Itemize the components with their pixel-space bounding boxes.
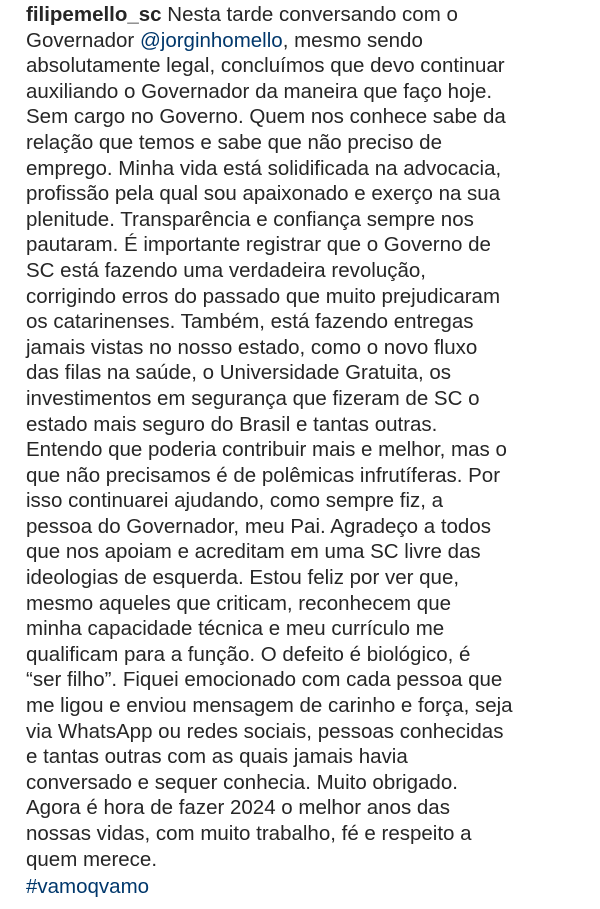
caption-line: isso continuarei ajudando, como sempre fiz, a [26, 489, 444, 513]
caption-line: que não precisamos é de polêmicas infrutíferas. Por [26, 463, 501, 487]
caption-line: e tantas outras com as quais jamais havia [26, 745, 408, 769]
caption-line: jamais vistas no nosso estado, como o novo fluxo [26, 335, 478, 359]
caption-line: minha capacidade técnica e meu currículo me [26, 617, 445, 641]
caption-line: relação que temos e sabe que não preciso de [26, 130, 442, 154]
mention-link[interactable]: @jorginhomello [139, 28, 283, 52]
caption-line: conversado e sequer conhecia. Muito obrigado. [26, 770, 458, 794]
caption-line: absolutamente legal, concluímos que devo continuar [26, 54, 505, 78]
caption-line: Entendo que poderia contribuir mais e melhor, mas o [26, 438, 507, 462]
caption-line: pautaram. É importante registrar que o Governo de [26, 233, 491, 257]
caption-line: que nos apoiam e acreditam em uma SC livre das [26, 540, 481, 564]
caption-line: Sem cargo no Governo. Quem nos conhece sabe da [26, 105, 506, 129]
caption-line: os catarinenses. Também, está fazendo entregas [26, 310, 474, 334]
hashtag-line [26, 874, 586, 900]
caption-text: Nesta tarde conversando com o [161, 3, 458, 26]
caption-line [26, 2, 586, 28]
caption-line: quem merece. [26, 847, 158, 871]
caption-line: qualificam para a função. O defeito é biológico, é [26, 642, 471, 666]
caption-line: mesmo aqueles que criticam, reconhecem que [26, 591, 452, 615]
caption-line: SC está fazendo uma verdadeira revolução, [26, 258, 426, 282]
post-caption [26, 2, 586, 900]
caption-line: pessoa do Governador, meu Pai. Agradeço a todos [26, 514, 491, 538]
caption-line [26, 28, 586, 54]
caption-line: ideologias de esquerda. Estou feliz por ver que, [26, 566, 460, 590]
caption-line: emprego. Minha vida está solidificada na advocacia, [26, 156, 502, 180]
caption-line: me ligou e enviou mensagem de carinho e força, seja [26, 694, 513, 718]
caption-line: investimentos em segurança que fizeram de SC o [26, 386, 480, 410]
username-link[interactable]: filipemello_sc [26, 3, 162, 26]
caption-line: das filas na saúde, o Universidade Gratuita, os [26, 361, 452, 385]
caption-line: nossas vidas, com muito trabalho, fé e respeito a [26, 822, 472, 845]
caption-line: Agora é hora de fazer 2024 o melhor anos das [26, 796, 450, 820]
caption-line: plenitude. Transparência e confiança sempre nos [26, 207, 474, 231]
caption-line: profissão pela qual sou apaixonado e exerço na sua [26, 182, 501, 206]
caption-line: auxiliando o Governador da maneira que faço hoje. [26, 79, 493, 103]
caption-line: estado mais seguro do Brasil e tantas outras. [26, 412, 438, 436]
caption-line: via WhatsApp ou redes sociais, pessoas conhecidas [26, 719, 504, 743]
caption-text: , mesmo sendo [282, 28, 423, 52]
hashtag-link[interactable]: #vamoqvamo [26, 875, 150, 899]
caption-text: Governador [26, 28, 140, 52]
caption-line: corrigindo erros do passado que muito prejudicaram [26, 284, 501, 308]
caption-line: “ser filho”. Fiquei emocionado com cada pessoa que [26, 668, 503, 692]
